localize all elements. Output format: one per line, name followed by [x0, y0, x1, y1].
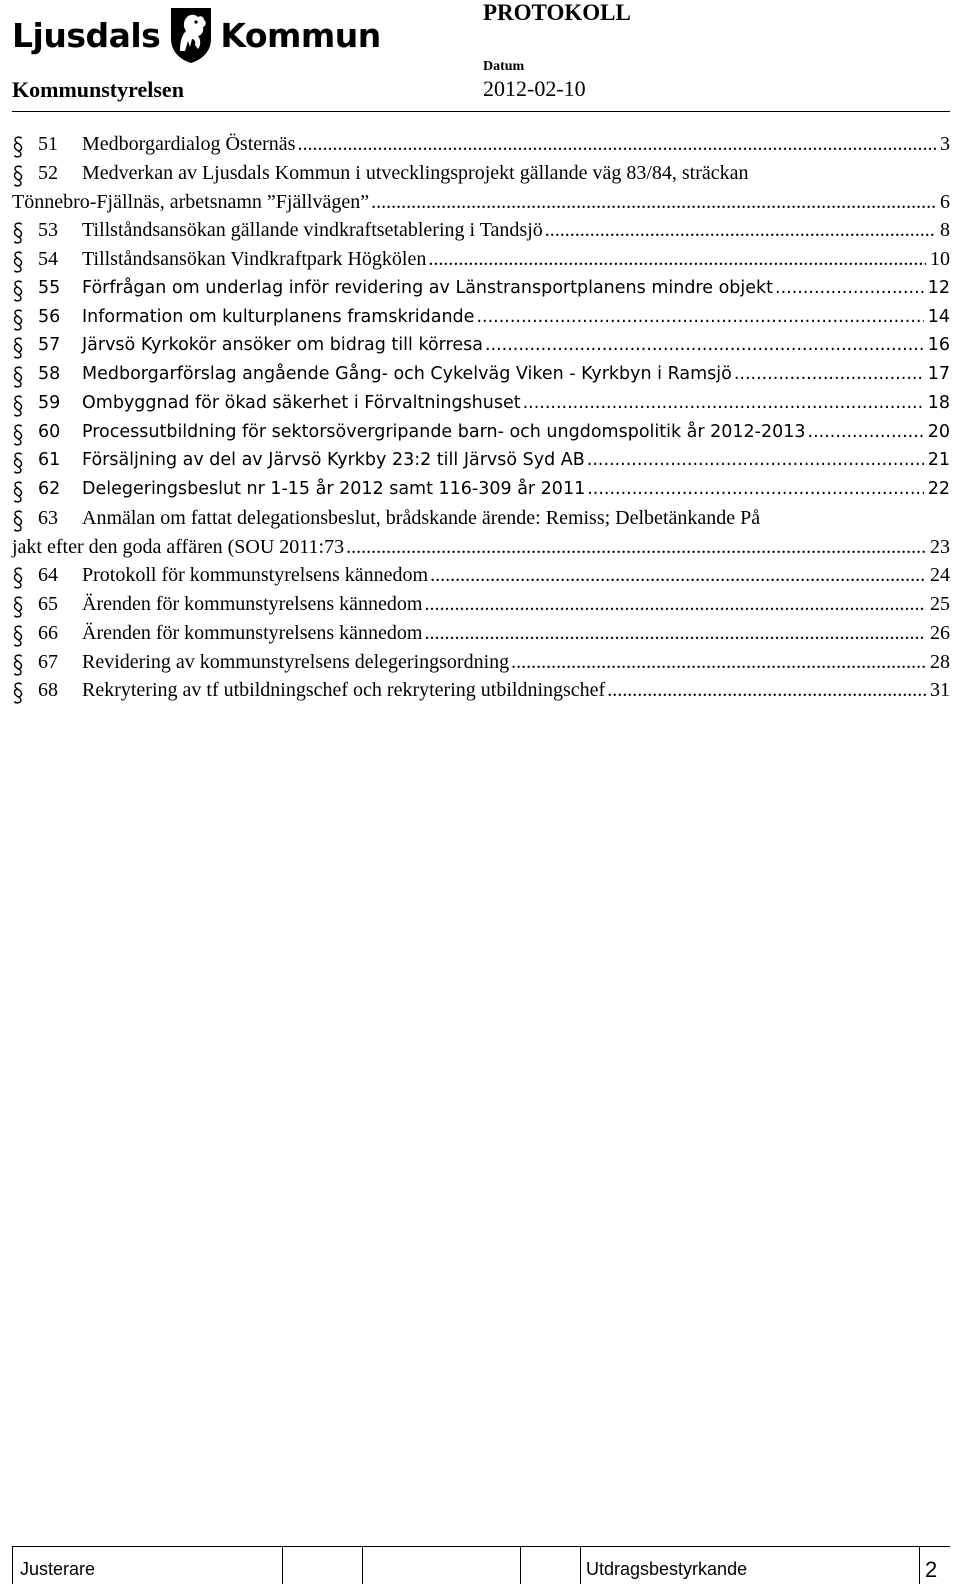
toc-entry-page: 22 [927, 479, 950, 499]
toc-entry-page: 12 [927, 277, 950, 298]
logo-text-ljusdals: Ljusdals [12, 15, 161, 55]
toc-entry-page: 25 [930, 593, 950, 615]
dot-leader [346, 533, 926, 562]
toc-entry-title: Försäljning av del av Järvsö Kyrkby 23:2 till Järvsö Syd AB [82, 450, 585, 471]
section-sign-icon [12, 308, 24, 332]
toc-entry-heading [12, 389, 521, 418]
dot-leader [587, 475, 924, 504]
section-sign-icon [12, 480, 24, 504]
toc-entry-title: Förfrågan om underlag inför revidering av Länstransportplanens mindre objekt [82, 277, 774, 298]
section-sign-icon [12, 394, 24, 418]
toc-entry-number: 68 [38, 679, 58, 702]
toc-entry-number: 60 [38, 421, 61, 442]
toc-entry-heading [12, 648, 509, 677]
toc-entry-heading [12, 418, 806, 447]
toc-entry-title: Ombyggnad för ökad säkerhet i Förvaltningshuset [82, 392, 521, 413]
toc-entry-number: 57 [38, 335, 61, 356]
toc-entry-title: Rekrytering av tf utbildningschef och rekrytering utbildningschef [82, 679, 606, 702]
dot-leader [424, 590, 926, 619]
toc-entry-number: 65 [38, 593, 58, 615]
toc-entry-page: 17 [927, 364, 950, 384]
header-divider [12, 111, 950, 112]
toc-entry-page: 3 [940, 133, 950, 155]
section-sign-icon [12, 135, 24, 159]
toc-entry[interactable] [12, 504, 950, 562]
dot-leader [371, 188, 936, 217]
date-value: 2012-02-10 [483, 76, 586, 101]
dot-leader [607, 676, 926, 705]
toc-entry-heading [12, 619, 422, 648]
toc-entry-heading [12, 676, 605, 705]
dot-leader [511, 648, 926, 677]
toc-entry-number: 66 [38, 621, 58, 644]
section-sign-icon [12, 164, 24, 188]
toc-entry-page: 28 [930, 650, 950, 673]
toc-entry-number: 53 [38, 219, 58, 242]
toc-entry-number: 59 [38, 392, 61, 413]
section-sign-icon [12, 279, 24, 303]
section-sign-icon [12, 336, 24, 360]
toc-entry-page: 16 [927, 335, 950, 356]
toc-entry-title: Ärenden för kommunstyrelsens kännedom [82, 593, 423, 615]
toc-entry-heading [12, 561, 428, 590]
toc-entry-page: 6 [940, 190, 950, 213]
toc-entry-number: 58 [38, 364, 61, 384]
justerare-label: Justerare [20, 1559, 96, 1579]
section-sign-icon [12, 365, 24, 389]
toc-entry-title: Tillståndsansökan Vindkraftpark Högkölen [82, 248, 427, 270]
toc-entry-heading [12, 446, 585, 475]
toc-entry[interactable] [12, 561, 950, 590]
toc-entry-number: 67 [38, 650, 58, 673]
dot-leader [545, 216, 936, 245]
dot-leader [430, 561, 926, 590]
toc-entry-heading [12, 159, 749, 188]
page-number: 2 [925, 1557, 938, 1582]
section-sign-icon [12, 423, 24, 447]
toc-entry-number: 52 [38, 161, 58, 184]
section-sign-icon [12, 653, 24, 677]
toc-entry-page: 10 [930, 248, 950, 270]
toc-entry-title-continuation: jakt efter den goda affären (SOU 2011:73 [12, 535, 345, 558]
toc-entry[interactable] [12, 418, 950, 447]
dot-leader [587, 446, 924, 475]
toc-entry[interactable] [12, 648, 950, 677]
toc-entry-number: 51 [38, 133, 58, 155]
toc-entry-page: 8 [940, 219, 950, 242]
toc-entry-title: Ärenden för kommunstyrelsens kännedom [82, 621, 423, 644]
dot-leader [808, 418, 924, 447]
section-sign-icon [12, 624, 24, 648]
toc-entry-title: Information om kulturplanens framskridande [82, 306, 475, 327]
coat-of-arms-icon [168, 5, 214, 65]
toc-entry-title: Protokoll för kommunstyrelsens kännedom [82, 564, 429, 587]
toc-entry-page: 24 [930, 564, 950, 587]
section-sign-icon [12, 681, 24, 705]
toc-entry-number: 64 [38, 564, 58, 587]
department-name: Kommunstyrelsen [12, 77, 184, 102]
date-label: Datum [483, 59, 525, 74]
footer-divider [919, 1547, 920, 1584]
document-footer [12, 1546, 950, 1584]
logo-text-kommun: Kommun [220, 15, 381, 55]
toc-entry-title: Anmälan om fattat delegationsbeslut, brådskande ärende: Remiss; Delbetänkande På [82, 506, 761, 529]
toc-entry-number: 61 [38, 450, 61, 471]
section-sign-icon [12, 509, 24, 533]
toc-entry[interactable] [12, 389, 950, 418]
document-type: PROTOKOLL [483, 0, 631, 25]
toc-entry-page: 26 [930, 621, 950, 644]
toc-entry-title: Järvsö Kyrkokör ansöker om bidrag till körresa [82, 335, 483, 356]
toc-entry-title: Medborgardialog Östernäs [82, 133, 296, 155]
toc-entry-page: 20 [927, 421, 950, 442]
toc-entry[interactable] [12, 619, 950, 648]
dot-leader [476, 303, 923, 332]
toc-entry-heading [12, 130, 295, 159]
ljusdals-kommun-logo [12, 2, 381, 68]
toc-entry[interactable] [12, 159, 950, 217]
toc-entry[interactable] [12, 446, 950, 475]
document-header [0, 0, 960, 110]
toc-entry-number: 54 [38, 248, 58, 270]
dot-leader [424, 619, 926, 648]
section-sign-icon [12, 250, 24, 274]
dot-leader [523, 389, 924, 418]
toc-entry-title: Medborgarförslag angående Gång- och Cykelväg Viken - Kyrkbyn i Ramsjö [82, 364, 732, 384]
toc-entry-heading [12, 590, 422, 619]
toc-entry[interactable] [12, 360, 950, 389]
toc-entry-number: 62 [38, 479, 61, 499]
toc-entry-heading [12, 303, 474, 332]
toc-entry-title: Tillståndsansökan gällande vindkraftsetablering i Tandsjö [82, 219, 543, 242]
toc-entry-heading [12, 216, 543, 245]
dot-leader [734, 360, 924, 389]
dot-leader [775, 274, 924, 303]
footer-divider [580, 1547, 581, 1584]
toc-entry[interactable] [12, 216, 950, 245]
toc-entry-heading [12, 274, 773, 303]
utdragsbestyrkande-label: Utdragsbestyrkande [586, 1559, 748, 1579]
toc-entry-heading [12, 360, 732, 389]
section-sign-icon [12, 221, 24, 245]
toc-entry-number: 56 [38, 306, 61, 327]
section-sign-icon [12, 451, 24, 475]
dot-leader [485, 331, 924, 360]
toc-entry-title: Delegeringsbeslut nr 1-15 år 2012 samt 116-309 år 2011 [82, 479, 586, 499]
toc-entry-page: 14 [927, 306, 950, 327]
footer-divider [520, 1547, 521, 1584]
toc-entry-page: 18 [927, 392, 950, 413]
toc-entry-page: 21 [927, 450, 950, 471]
toc-entry[interactable] [12, 130, 950, 159]
toc-entry[interactable] [12, 331, 950, 360]
toc-entry-heading [12, 475, 585, 504]
toc-entry-title: Revidering av kommunstyrelsens delegeringsordning [82, 650, 510, 673]
toc-entry-title: Medverkan av Ljusdals Kommun i utvecklingsprojekt gällande väg 83/84, sträckan [82, 161, 749, 184]
section-sign-icon [12, 566, 24, 590]
toc-entry[interactable] [12, 274, 950, 303]
toc-entry-heading [12, 245, 426, 274]
toc-entry[interactable] [12, 245, 950, 274]
footer-divider [282, 1547, 283, 1584]
toc-entry-title-continuation: Tönnebro-Fjällnäs, arbetsnamn ”Fjällvägen” [12, 190, 370, 213]
toc-entry-heading [12, 504, 760, 533]
table-of-contents [12, 130, 950, 705]
dot-leader [297, 130, 936, 159]
footer-divider [12, 1547, 13, 1584]
toc-entry-number: 55 [38, 277, 61, 298]
toc-entry-page: 31 [930, 679, 950, 702]
toc-entry[interactable] [12, 676, 950, 705]
toc-entry-page: 23 [930, 535, 950, 558]
toc-entry-heading [12, 331, 483, 360]
section-sign-icon [12, 595, 24, 619]
toc-entry-title: Processutbildning för sektorsövergripande barn- och ungdomspolitik år 2012-2013 [82, 421, 806, 442]
toc-entry[interactable] [12, 475, 950, 504]
footer-divider [362, 1547, 363, 1584]
toc-entry[interactable] [12, 590, 950, 619]
dot-leader [428, 245, 926, 274]
toc-entry[interactable] [12, 303, 950, 332]
toc-entry-number: 63 [38, 506, 58, 529]
